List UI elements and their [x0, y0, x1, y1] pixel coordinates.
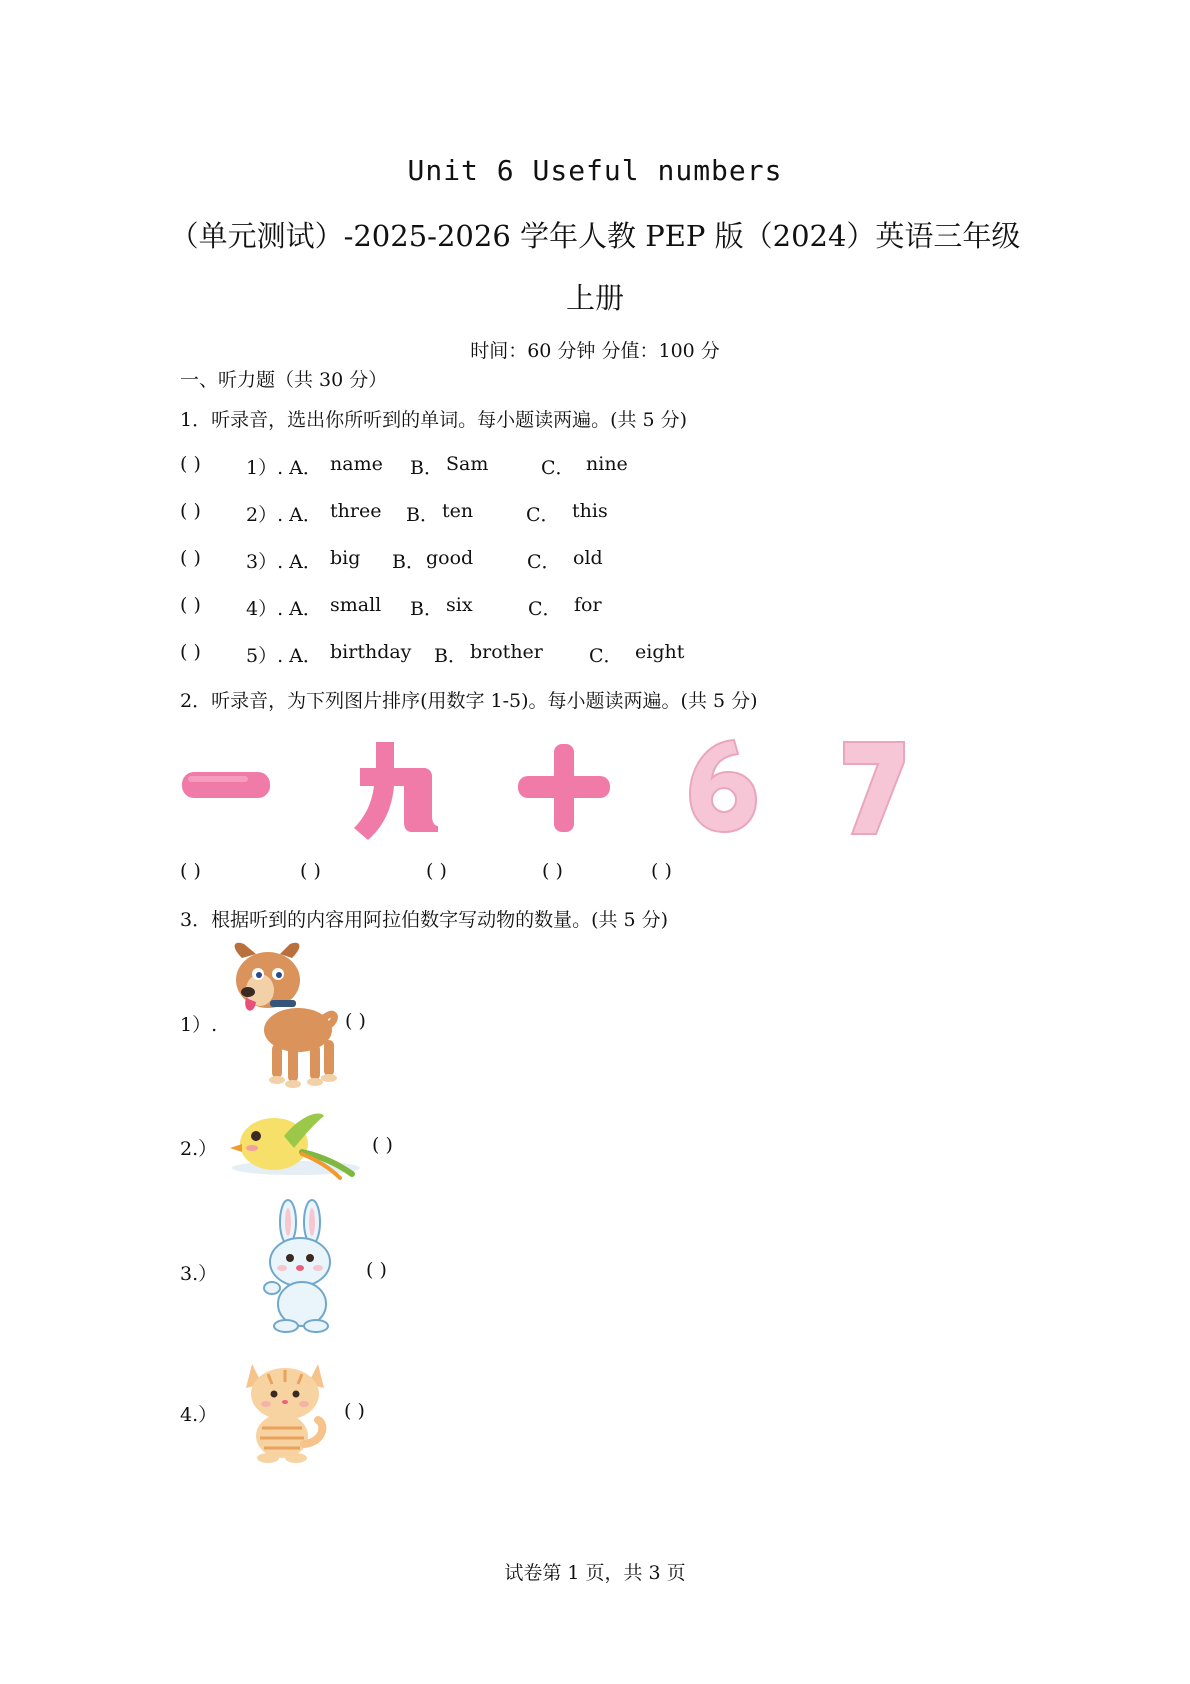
- option-a: small: [330, 594, 382, 616]
- answer-blank[interactable]: ( ): [180, 500, 201, 522]
- option-b-label: B．: [410, 457, 443, 479]
- count-blank[interactable]: ( ): [366, 1259, 387, 1281]
- option-a: name: [330, 453, 383, 475]
- option-c-label: C．: [541, 457, 575, 479]
- picture-yi: [180, 768, 272, 802]
- option-c-label: C．: [528, 598, 562, 620]
- item-number: 5）. A．: [246, 645, 322, 667]
- order-blank[interactable]: ( ): [180, 860, 201, 882]
- title-line-3: 上册: [565, 281, 624, 315]
- option-b-label: B．: [392, 551, 425, 573]
- item-number: 3）. A．: [246, 551, 322, 573]
- q3-prompt: 3．根据听到的内容用阿拉伯数字写动物的数量。(共 5 分): [180, 909, 669, 931]
- option-b: ten: [442, 500, 474, 522]
- bird-icon: [228, 1108, 364, 1178]
- option-c: old: [573, 547, 603, 569]
- exam-meta: 时间：60 分钟 分值：100 分: [470, 340, 720, 362]
- q1-prompt: 1．听录音，选出你所听到的单词。每小题读两遍。(共 5 分): [180, 409, 688, 431]
- cat-icon: [238, 1354, 332, 1462]
- dog-icon: [228, 940, 348, 1095]
- answer-blank[interactable]: ( ): [180, 547, 201, 569]
- option-a: big: [330, 547, 361, 569]
- count-blank[interactable]: ( ): [372, 1134, 393, 1156]
- item-number: 1）. A．: [246, 457, 322, 479]
- option-c: eight: [635, 641, 685, 663]
- option-a: birthday: [330, 641, 412, 663]
- order-blank[interactable]: ( ): [542, 860, 563, 882]
- page-footer: 试卷第 1 页，共 3 页: [504, 1562, 686, 1584]
- option-c-label: C．: [527, 551, 561, 573]
- order-blank[interactable]: ( ): [300, 860, 321, 882]
- q3-item-label: 1）.: [180, 1014, 218, 1036]
- option-c-label: C．: [589, 645, 623, 667]
- option-c: this: [572, 500, 608, 522]
- option-c: nine: [586, 453, 628, 475]
- picture-shi: [516, 742, 612, 834]
- option-b: brother: [470, 641, 543, 663]
- count-blank[interactable]: ( ): [344, 1400, 365, 1422]
- count-blank[interactable]: ( ): [345, 1010, 366, 1032]
- option-b-label: B．: [434, 645, 467, 667]
- answer-blank[interactable]: ( ): [180, 594, 201, 616]
- answer-blank[interactable]: ( ): [180, 453, 201, 475]
- picture-six: [684, 736, 762, 836]
- answer-blank[interactable]: ( ): [180, 641, 201, 663]
- order-blank[interactable]: ( ): [651, 860, 672, 882]
- section-heading: 一、听力题（共 30 分）: [180, 369, 388, 391]
- option-b: Sam: [446, 453, 489, 475]
- title-line-1: Unit 6 Useful numbers: [407, 154, 783, 187]
- item-number: 2）. A．: [246, 504, 322, 526]
- title-line-2: （单元测试）-2025-2026 学年人教 PEP 版（2024）英语三年级: [169, 219, 1021, 253]
- picture-seven: [838, 738, 910, 836]
- option-b: six: [446, 594, 473, 616]
- item-number: 4）. A．: [246, 598, 322, 620]
- option-c-label: C．: [526, 504, 560, 526]
- q3-item-label: 3.）: [180, 1263, 218, 1285]
- q3-item-label: 2.）: [180, 1138, 218, 1160]
- option-b-label: B．: [410, 598, 443, 620]
- order-blank[interactable]: ( ): [426, 860, 447, 882]
- option-b: good: [426, 547, 474, 569]
- option-a: three: [330, 500, 382, 522]
- picture-jiu: [346, 738, 440, 834]
- q3-item-label: 4.）: [180, 1404, 218, 1426]
- q2-prompt: 2．听录音，为下列图片排序(用数字 1-5)。每小题读两遍。(共 5 分): [180, 690, 758, 712]
- option-c: for: [574, 594, 602, 616]
- option-b-label: B．: [406, 504, 439, 526]
- rabbit-icon: [258, 1200, 344, 1334]
